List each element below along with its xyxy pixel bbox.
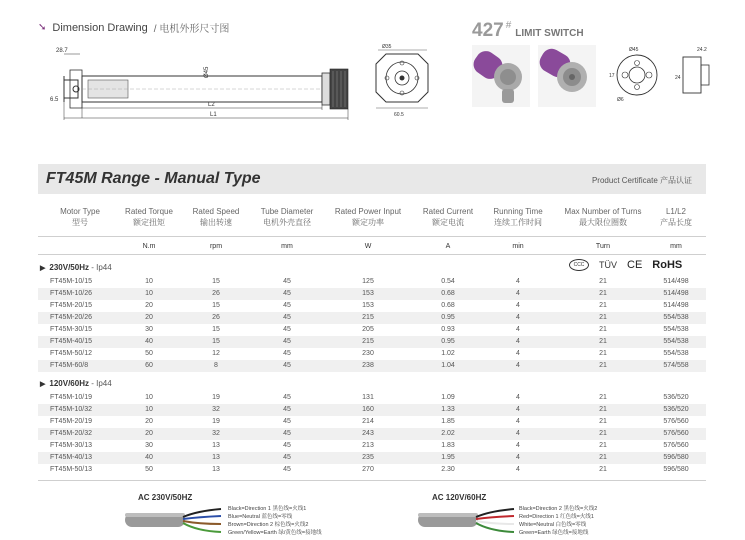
dimension-title-cn: / 电机外形尺寸图 xyxy=(153,24,230,35)
table-cell: 213 xyxy=(362,442,374,449)
table-cell: 45 xyxy=(283,338,291,345)
col-header-max-turns: Max Number of Turns 最大限位圈数 xyxy=(564,207,642,227)
table-cell: 45 xyxy=(283,418,291,425)
table-cell: 45 xyxy=(283,430,291,437)
wire-line: Brown=Direction 2 棕色线=火线2 xyxy=(228,522,309,528)
table-cell: 8 xyxy=(214,362,218,369)
range-title-band xyxy=(38,164,706,194)
arrow-icon: ➘ xyxy=(38,22,47,33)
motor-model-cell: FT45M-10/19 xyxy=(50,394,93,401)
table-cell: 4 xyxy=(516,394,520,401)
table-cell: 554/538 xyxy=(663,338,689,345)
table-cell: 21 xyxy=(599,302,607,309)
ce-mark: CE xyxy=(627,259,643,271)
rohs-mark: RoHS xyxy=(652,259,683,271)
ls-dia-label: Ø45 xyxy=(629,47,639,53)
table-cell: 13 xyxy=(212,454,220,461)
table-cell: 21 xyxy=(599,326,607,333)
table-cell: 21 xyxy=(599,314,607,321)
wiring-230v-title: AC 230V/50HZ xyxy=(138,493,193,502)
table-cell: 19 xyxy=(212,394,220,401)
table-cell: 45 xyxy=(283,362,291,369)
unit-speed: rpm xyxy=(209,243,223,250)
table-cell: 21 xyxy=(599,278,607,285)
motor-model-cell: FT45M-10/32 xyxy=(50,406,93,413)
table-cell: 0.95 xyxy=(441,338,455,345)
table-row xyxy=(38,300,706,312)
table-cell: 243 xyxy=(362,430,374,437)
table-cell: 45 xyxy=(283,290,291,297)
unit-torque: N.m xyxy=(142,243,156,250)
col-header-rated-torque: Rated Torque 额定扭矩 xyxy=(125,207,173,227)
table-row xyxy=(38,416,706,428)
limit-switch-text: LIMIT SWITCH xyxy=(515,28,584,39)
motor-dimension-drawing xyxy=(50,40,370,130)
table-cell: 1.83 xyxy=(441,442,455,449)
table-cell: 12 xyxy=(212,350,220,357)
motor-model-cell: FT45M-40/15 xyxy=(50,338,93,345)
table-cell: 235 xyxy=(362,454,374,461)
limit-switch-number: 427 xyxy=(472,20,504,41)
table-cell: 1.33 xyxy=(441,406,455,413)
motor-end-view xyxy=(372,40,432,120)
dim-label-b: 6.5 xyxy=(50,97,59,103)
col-header-length: L1/L2 产品长度 xyxy=(660,207,692,227)
table-cell: 50 xyxy=(145,350,153,357)
table-cell: 596/580 xyxy=(663,466,689,473)
table-cell: 30 xyxy=(145,326,153,333)
table-cell: 153 xyxy=(362,302,374,309)
section-230v xyxy=(40,263,112,272)
table-cell: 153 xyxy=(362,290,374,297)
table-cell: 4 xyxy=(516,314,520,321)
wire-line: Green=Earth 绿色线=接地线 xyxy=(519,530,589,536)
table-cell: 576/560 xyxy=(663,442,689,449)
section-120v xyxy=(40,379,112,388)
motor-model-cell: FT45M-10/15 xyxy=(50,278,93,285)
table-cell: 40 xyxy=(145,338,153,345)
table-cell: 21 xyxy=(599,418,607,425)
table-cell: 536/520 xyxy=(663,394,689,401)
table-cell: 536/520 xyxy=(663,406,689,413)
table-row xyxy=(38,348,706,360)
header-divider xyxy=(38,236,706,237)
range-title: FT45M Range - Manual Type xyxy=(46,170,261,187)
table-cell: 21 xyxy=(599,350,607,357)
table-cell: 21 xyxy=(599,466,607,473)
unit-current: A xyxy=(445,243,451,250)
table-cell: 4 xyxy=(516,290,520,297)
table-row xyxy=(38,452,706,464)
table-cell: 4 xyxy=(516,350,520,357)
wire-line: Black=Direction 1 黑色线=火线1 xyxy=(228,506,307,512)
table-row xyxy=(38,288,706,300)
end-dia-label: Ø35 xyxy=(382,44,392,50)
table-row xyxy=(38,276,706,288)
wiring-230v-legend xyxy=(228,505,322,537)
motor-model-cell: FT45M-20/15 xyxy=(50,302,93,309)
motor-model-cell: FT45M-40/13 xyxy=(50,454,93,461)
motor-model-cell: FT45M-30/15 xyxy=(50,326,93,333)
table-cell: 21 xyxy=(599,442,607,449)
table-cell: 4 xyxy=(516,430,520,437)
table-cell: 21 xyxy=(599,362,607,369)
table-cell: 26 xyxy=(212,314,220,321)
col-header-rated-power: Rated Power Input 额定功率 xyxy=(334,207,402,227)
col-header-tube-diameter: Tube Diameter 电机外壳直径 xyxy=(260,207,314,227)
wire-line: Green/Yellow=Earth 绿/黄色线=接地线 xyxy=(228,530,322,536)
limit-switch-photo-1 xyxy=(472,45,530,107)
table-cell: 4 xyxy=(516,466,520,473)
col-header-motor-type: Motor Type 型号 xyxy=(60,207,100,227)
table-cell: 19 xyxy=(212,418,220,425)
motor-model-cell: FT45M-50/13 xyxy=(50,466,93,473)
table-bottom-divider xyxy=(38,480,706,481)
limit-switch-photo-2 xyxy=(538,45,596,107)
table-cell: 10 xyxy=(145,406,153,413)
table-cell: 45 xyxy=(283,442,291,449)
table-row xyxy=(38,404,706,416)
motor-model-cell: FT45M-20/19 xyxy=(50,418,93,425)
table-cell: 215 xyxy=(362,314,374,321)
table-row xyxy=(38,324,706,336)
table-cell: 21 xyxy=(599,430,607,437)
dimension-title-en: Dimension Drawing xyxy=(52,21,148,34)
wire-line: Black=Direction 2 黑色线=火线2 xyxy=(519,506,598,512)
table-cell: 4 xyxy=(516,454,520,461)
table-cell: 596/580 xyxy=(663,454,689,461)
unit-diameter: mm xyxy=(281,243,293,250)
table-cell: 45 xyxy=(283,454,291,461)
product-certificate-label: Product Certificate 产品认证 xyxy=(591,176,692,185)
units-divider xyxy=(38,254,706,255)
table-cell: 576/560 xyxy=(663,418,689,425)
ls-height-label: 17 xyxy=(609,73,615,79)
cable-230v-illustration xyxy=(125,505,225,535)
ls-shaft-label: Ø6 xyxy=(617,97,624,103)
table-cell: 45 xyxy=(283,278,291,285)
table-cell: 214 xyxy=(362,418,374,425)
wiring-120v-legend xyxy=(519,505,597,537)
table-cell: 2.30 xyxy=(441,466,455,473)
table-cell: 230 xyxy=(362,350,374,357)
table-cell: 26 xyxy=(212,290,220,297)
table-cell: 554/538 xyxy=(663,314,689,321)
table-cell: 0.93 xyxy=(441,326,455,333)
table-cell: 45 xyxy=(283,350,291,357)
table-cell: 131 xyxy=(362,394,374,401)
ccc-mark: CCC xyxy=(569,259,589,271)
table-cell: 574/558 xyxy=(663,362,689,369)
table-row xyxy=(38,336,706,348)
table-cell: 125 xyxy=(362,278,374,285)
section-120v-label: 120V/60Hz xyxy=(49,379,89,388)
table-cell: 45 xyxy=(283,466,291,473)
col-header-rated-speed: Rated Speed 输出转速 xyxy=(192,207,240,227)
table-cell: 554/538 xyxy=(663,326,689,333)
table-cell: 15 xyxy=(212,302,220,309)
motor-model-cell: FT45M-60/8 xyxy=(50,362,89,369)
table-cell: 1.04 xyxy=(441,362,455,369)
table-cell: 4 xyxy=(516,406,520,413)
wire-line: White=Neutral 白色线=零线 xyxy=(519,522,587,528)
table-cell: 4 xyxy=(516,302,520,309)
table-cell: 270 xyxy=(362,466,374,473)
table-row xyxy=(38,360,706,372)
table-cell: 1.85 xyxy=(441,418,455,425)
table-cell: 45 xyxy=(283,326,291,333)
certification-marks xyxy=(569,259,682,271)
table-cell: 0.95 xyxy=(441,314,455,321)
table-cell: 32 xyxy=(212,430,220,437)
dim-label-l2: L2 xyxy=(208,102,215,108)
table-row xyxy=(38,428,706,440)
wiring-120v-title: AC 120V/60HZ xyxy=(432,493,487,502)
triangle-icon: ▶ xyxy=(40,265,46,272)
table-cell: 514/498 xyxy=(663,290,689,297)
table-cell: 238 xyxy=(362,362,374,369)
table-row xyxy=(38,312,706,324)
table-cell: 50 xyxy=(145,466,153,473)
table-cell: 45 xyxy=(283,394,291,401)
dimension-drawing-title xyxy=(38,20,229,35)
table-row xyxy=(38,392,706,404)
table-cell: 21 xyxy=(599,290,607,297)
table-cell: 32 xyxy=(212,406,220,413)
tuv-mark: TÜV xyxy=(599,260,617,270)
table-cell: 4 xyxy=(516,278,520,285)
table-cell: 45 xyxy=(283,406,291,413)
table-cell: 4 xyxy=(516,418,520,425)
unit-length: mm xyxy=(670,243,682,250)
table-cell: 15 xyxy=(212,326,220,333)
table-cell: 160 xyxy=(362,406,374,413)
table-cell: 205 xyxy=(362,326,374,333)
table-cell: 1.95 xyxy=(441,454,455,461)
table-cell: 0.68 xyxy=(441,290,455,297)
table-cell: 1.02 xyxy=(441,350,455,357)
table-cell: 20 xyxy=(145,314,153,321)
table-cell: 45 xyxy=(283,302,291,309)
table-cell: 21 xyxy=(599,394,607,401)
section-120v-ip: - Ip44 xyxy=(88,379,112,388)
motor-model-cell: FT45M-10/26 xyxy=(50,290,93,297)
motor-model-cell: FT45M-20/26 xyxy=(50,314,93,321)
ls-depth-label: 24 xyxy=(675,75,681,81)
unit-time: min xyxy=(512,243,524,250)
motor-model-cell: FT45M-20/32 xyxy=(50,430,93,437)
table-cell: 1.09 xyxy=(441,394,455,401)
table-cell: 21 xyxy=(599,406,607,413)
table-cell: 15 xyxy=(212,278,220,285)
table-cell: 30 xyxy=(145,442,153,449)
table-cell: 4 xyxy=(516,442,520,449)
motor-model-cell: FT45M-30/13 xyxy=(50,442,93,449)
end-width-label: 60.5 xyxy=(394,112,404,118)
table-cell: 4 xyxy=(516,326,520,333)
unit-power: W xyxy=(364,243,372,250)
wire-line: Red=Direction 1 红色线=火线1 xyxy=(519,514,594,520)
table-cell: 514/498 xyxy=(663,302,689,309)
limit-switch-title xyxy=(472,20,584,42)
limit-switch-drawing xyxy=(605,45,715,105)
table-cell: 15 xyxy=(212,338,220,345)
table-cell: 20 xyxy=(145,430,153,437)
table-cell: 13 xyxy=(212,466,220,473)
table-cell: 20 xyxy=(145,418,153,425)
limit-switch-sup: # xyxy=(505,20,512,31)
table-cell: 21 xyxy=(599,454,607,461)
triangle-icon: ▶ xyxy=(40,381,46,388)
table-cell: 0.54 xyxy=(441,278,455,285)
table-cell: 21 xyxy=(599,338,607,345)
section-230v-label: 230V/50Hz xyxy=(49,263,89,272)
table-cell: 13 xyxy=(212,442,220,449)
wire-line: Blue=Neutral 蓝色线=零线 xyxy=(228,514,293,520)
table-cell: 20 xyxy=(145,302,153,309)
table-cell: 10 xyxy=(145,290,153,297)
table-cell: 4 xyxy=(516,338,520,345)
dim-label-dia: Ø45 xyxy=(204,66,210,78)
table-cell: 45 xyxy=(283,314,291,321)
table-cell: 554/538 xyxy=(663,350,689,357)
table-cell: 10 xyxy=(145,394,153,401)
table-row xyxy=(38,464,706,476)
table-cell: 2.02 xyxy=(441,430,455,437)
table-cell: 514/498 xyxy=(663,278,689,285)
table-cell: 10 xyxy=(145,278,153,285)
dim-label-l1: L1 xyxy=(210,112,217,118)
table-row xyxy=(38,440,706,452)
col-header-rated-current: Rated Current 额定电流 xyxy=(422,207,474,227)
ls-width-label: 24.2 xyxy=(697,47,707,53)
col-header-running-time: Running Time 连续工作时间 xyxy=(493,207,543,227)
table-cell: 576/560 xyxy=(663,430,689,437)
motor-model-cell: FT45M-50/12 xyxy=(50,350,93,357)
table-cell: 4 xyxy=(516,362,520,369)
table-cell: 40 xyxy=(145,454,153,461)
cable-120v-illustration xyxy=(418,505,518,535)
table-cell: 60 xyxy=(145,362,153,369)
table-cell: 215 xyxy=(362,338,374,345)
dim-label-a: 28.7 xyxy=(56,48,68,54)
unit-turns: Turn xyxy=(595,243,611,250)
table-cell: 0.68 xyxy=(441,302,455,309)
section-230v-ip: - Ip44 xyxy=(88,263,112,272)
